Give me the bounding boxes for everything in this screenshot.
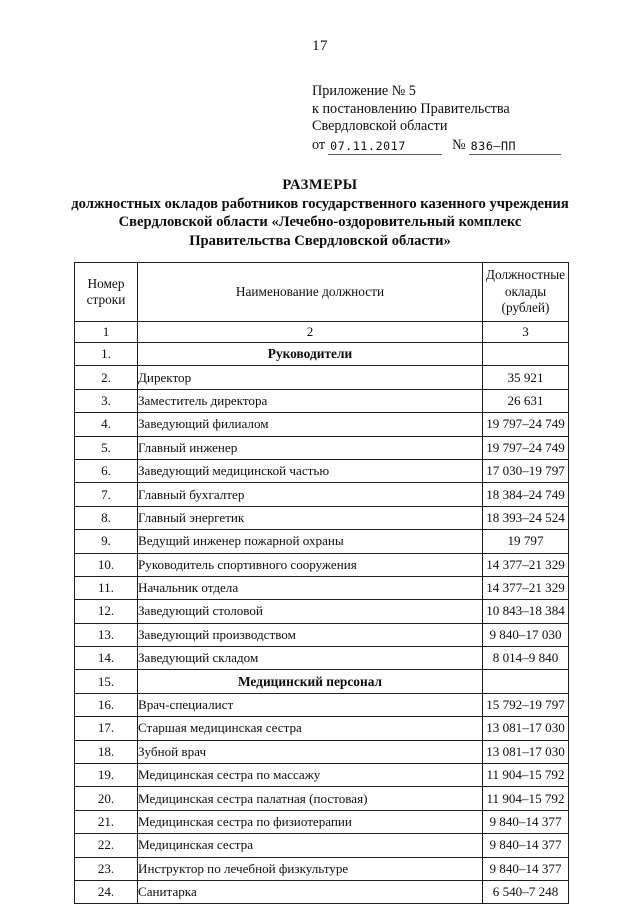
table-row	[75, 389, 569, 412]
cell-row-number: 18.	[75, 740, 138, 763]
table-row	[75, 506, 569, 529]
cell-salary: 14 377–21 329	[483, 576, 569, 599]
cell-row-number: 9.	[75, 530, 138, 553]
cell-salary: 18 393–24 524	[483, 506, 569, 529]
cell-position-name: Руководитель спортивного сооружения	[138, 553, 483, 576]
cell-row-number: 20.	[75, 787, 138, 810]
cell-salary: 8 014–9 840	[483, 647, 569, 670]
cell-position-name: Старшая медицинская сестра	[138, 717, 483, 740]
cell-salary: 14 377–21 329	[483, 553, 569, 576]
cell-salary: 19 797	[483, 530, 569, 553]
cell-position-name: Инструктор по лечебной физкультуре	[138, 857, 483, 880]
header-salary-line3: (рублей)	[501, 300, 550, 316]
decree-date-value: 07.11.2017	[328, 140, 442, 155]
header-salary-line1: Должностные	[485, 267, 566, 283]
decree-number-value: 836–ПП	[469, 140, 561, 155]
cell-row-number: 16.	[75, 693, 138, 716]
table-header	[75, 263, 569, 343]
cell-position-name: Врач-специалист	[138, 693, 483, 716]
cell-row-number: 1.	[75, 343, 138, 366]
table-body	[75, 343, 569, 904]
cell-row-number: 11.	[75, 576, 138, 599]
appendix-reference-block	[312, 83, 612, 155]
cell-position-name: Медицинская сестра палатная (постовая)	[138, 787, 483, 810]
table-header-row	[75, 263, 569, 322]
cell-salary: 9 840–14 377	[483, 834, 569, 857]
cell-salary: 35 921	[483, 366, 569, 389]
table-section-row	[75, 670, 569, 693]
cell-position-name: Заведующий производством	[138, 623, 483, 646]
cell-position-name: Заместитель директора	[138, 389, 483, 412]
page-number: 17	[312, 38, 328, 54]
cell-position-name: Медицинская сестра по массажу	[138, 764, 483, 787]
table-row	[75, 647, 569, 670]
cell-salary: 26 631	[483, 389, 569, 412]
cell-position-name: Главный бухгалтер	[138, 483, 483, 506]
document-title-block	[30, 176, 610, 250]
cell-salary: 11 904–15 792	[483, 787, 569, 810]
table-row	[75, 717, 569, 740]
cell-row-number: 15.	[75, 670, 138, 693]
column-number-3: 3	[483, 322, 569, 343]
table-row	[75, 764, 569, 787]
table-row	[75, 576, 569, 599]
cell-position-name: Директор	[138, 366, 483, 389]
cell-salary: 19 797–24 749	[483, 436, 569, 459]
cell-position-name: Заведующий складом	[138, 647, 483, 670]
header-position-name: Наименование должности	[138, 263, 483, 322]
cell-salary	[483, 670, 569, 693]
column-number-1: 1	[75, 322, 138, 343]
table-row	[75, 600, 569, 623]
header-salary-line2: оклады	[504, 283, 547, 299]
appendix-title-line: Приложение № 5	[312, 83, 416, 99]
table-row	[75, 366, 569, 389]
header-row-number-line2: строки	[86, 292, 126, 307]
table-row	[75, 413, 569, 436]
table-row	[75, 880, 569, 903]
document-title-line-3: Правительства Свердловской области»	[189, 232, 451, 249]
table-row	[75, 459, 569, 482]
appendix-region-line: Свердловской области	[312, 118, 448, 135]
table-row	[75, 740, 569, 763]
cell-position-name: Ведущий инженер пожарной охраны	[138, 530, 483, 553]
cell-salary: 9 840–14 377	[483, 810, 569, 833]
column-number-2: 2	[138, 322, 483, 343]
table-row	[75, 810, 569, 833]
decree-date-number-line	[312, 137, 612, 156]
cell-position-name: Зубной врач	[138, 740, 483, 763]
from-label: от	[312, 136, 326, 153]
header-row-number-line1: Номер	[87, 275, 125, 291]
cell-row-number: 19.	[75, 764, 138, 787]
table-row	[75, 693, 569, 716]
header-row-number	[75, 263, 138, 322]
cell-salary: 9 840–14 377	[483, 857, 569, 880]
cell-row-number: 7.	[75, 483, 138, 506]
header-salary	[483, 263, 569, 322]
document-title-line-1: должностных окладов работников государственного казенного учреждения	[71, 195, 569, 212]
salary-table	[74, 262, 569, 904]
table-row	[75, 483, 569, 506]
cell-row-number: 8.	[75, 506, 138, 529]
cell-salary: 11 904–15 792	[483, 764, 569, 787]
cell-salary: 13 081–17 030	[483, 717, 569, 740]
cell-position-name: Санитарка	[138, 880, 483, 903]
cell-row-number: 13.	[75, 623, 138, 646]
table-column-number-row	[75, 322, 569, 343]
cell-salary: 6 540–7 248	[483, 880, 569, 903]
document-title-heading: РАЗМЕРЫ	[282, 177, 358, 193]
table-section-row	[75, 343, 569, 366]
number-sign: №	[452, 136, 466, 153]
cell-row-number: 23.	[75, 857, 138, 880]
cell-position-name: Главный энергетик	[138, 506, 483, 529]
table-row	[75, 530, 569, 553]
cell-position-name: Главный инженер	[138, 436, 483, 459]
cell-position-name: Заведующий столовой	[138, 600, 483, 623]
document-title-line-2: Свердловской области «Лечебно-оздоровительный комплекс	[118, 214, 522, 231]
cell-row-number: 12.	[75, 600, 138, 623]
cell-row-number: 6.	[75, 459, 138, 482]
cell-salary: 18 384–24 749	[483, 483, 569, 506]
cell-row-number: 5.	[75, 436, 138, 459]
appendix-decree-line: к постановлению Правительства	[312, 100, 510, 117]
cell-row-number: 24.	[75, 880, 138, 903]
cell-row-number: 14.	[75, 647, 138, 670]
cell-position-name: Медицинская сестра по физиотерапии	[138, 810, 483, 833]
cell-row-number: 4.	[75, 413, 138, 436]
cell-row-number: 3.	[75, 389, 138, 412]
cell-position-name: Медицинская сестра	[138, 834, 483, 857]
cell-salary: 9 840–17 030	[483, 623, 569, 646]
cell-position-name: Заведующий филиалом	[138, 413, 483, 436]
table-row	[75, 834, 569, 857]
cell-salary: 17 030–19 797	[483, 459, 569, 482]
table-row	[75, 857, 569, 880]
cell-row-number: 22.	[75, 834, 138, 857]
cell-row-number: 10.	[75, 553, 138, 576]
cell-section-title: Медицинский персонал	[138, 670, 483, 693]
cell-row-number: 21.	[75, 810, 138, 833]
cell-salary: 15 792–19 797	[483, 693, 569, 716]
cell-salary	[483, 343, 569, 366]
cell-salary: 19 797–24 749	[483, 413, 569, 436]
cell-salary: 13 081–17 030	[483, 740, 569, 763]
cell-salary: 10 843–18 384	[483, 600, 569, 623]
cell-row-number: 2.	[75, 366, 138, 389]
cell-position-name: Начальник отдела	[138, 576, 483, 599]
cell-section-title: Руководители	[138, 343, 483, 366]
table-row	[75, 553, 569, 576]
cell-position-name: Заведующий медицинской частью	[138, 459, 483, 482]
cell-row-number: 17.	[75, 717, 138, 740]
table-row	[75, 787, 569, 810]
table-row	[75, 436, 569, 459]
table-row	[75, 623, 569, 646]
